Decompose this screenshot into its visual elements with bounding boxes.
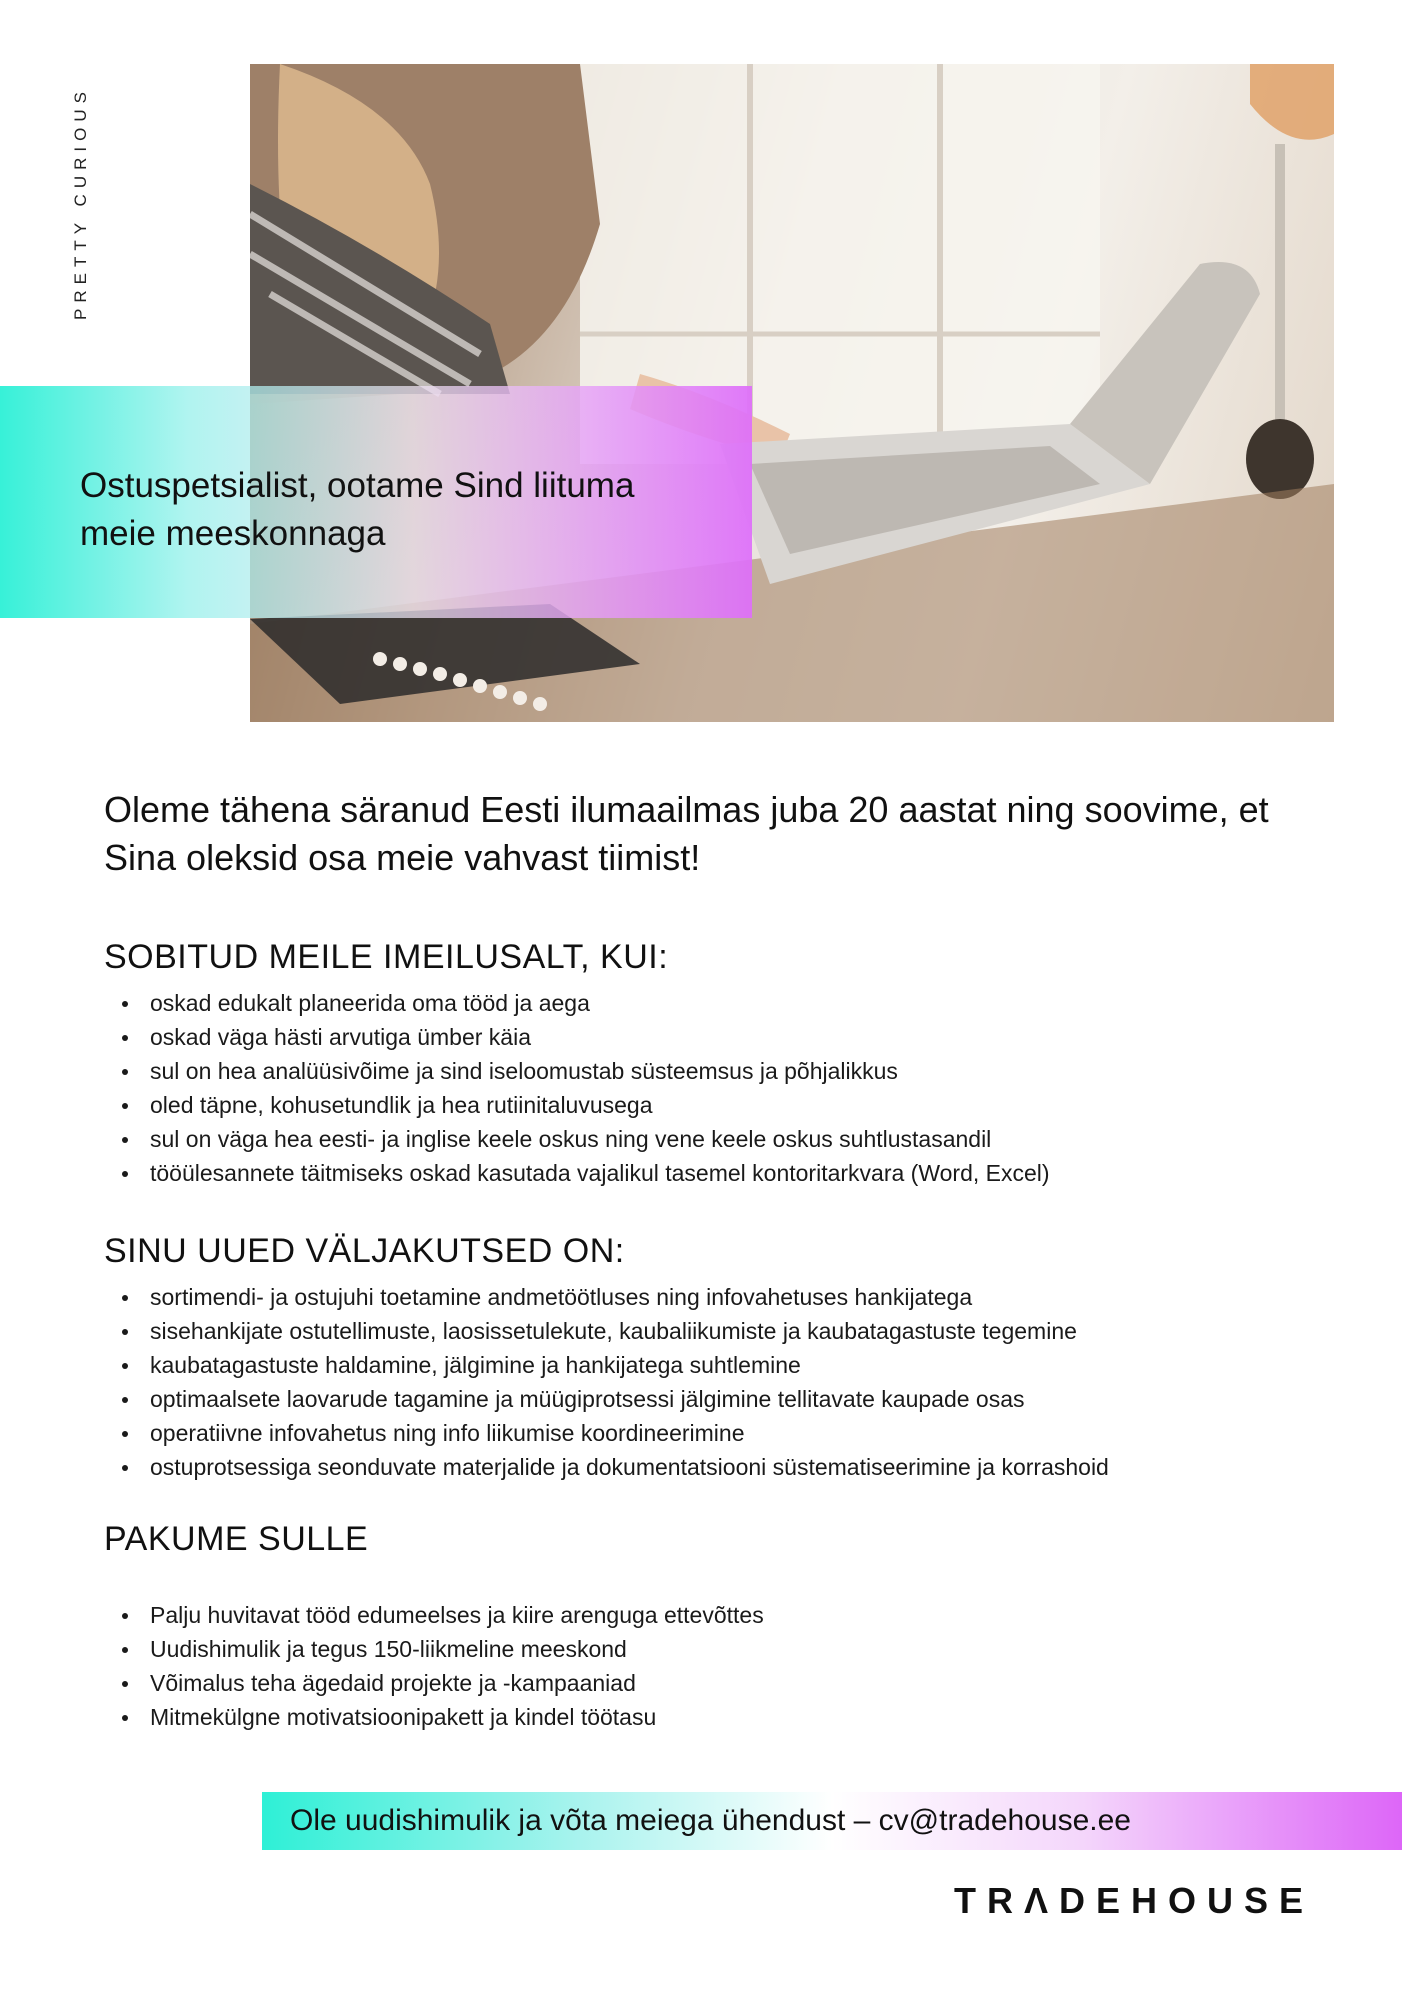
section-title-challenges: SINU UUED VÄLJAKUTSED ON: bbox=[104, 1232, 625, 1270]
main-content bbox=[104, 786, 1344, 1730]
list-item: sul on väga hea eesti- ja inglise keele oskus ning vene keele oskus suhtlustasandil bbox=[150, 1122, 1390, 1156]
list-item: ostuprotsessiga seonduvate materjalide ja dokumentatsiooni süstematiseerimine ja korrashoid bbox=[150, 1450, 1390, 1484]
list-item: tööülesannete täitmiseks oskad kasutada vajalikul tasemel kontoritarkvara (Word, Excel) bbox=[150, 1156, 1390, 1190]
offer-list bbox=[104, 1598, 1390, 1734]
list-item: oskad edukalt planeerida oma tööd ja aega bbox=[150, 986, 1390, 1020]
list-item: Palju huvitavat tööd edumeelses ja kiire arenguga ettevõttes bbox=[150, 1598, 1390, 1632]
contact-cta-band bbox=[262, 1792, 1402, 1850]
list-item: sortimendi- ja ostujuhi toetamine andmetöötluses ning infovahetuses hankijatega bbox=[150, 1280, 1390, 1314]
list-item: Mitmekülgne motivatsioonipakett ja kindel töötasu bbox=[150, 1700, 1390, 1734]
requirements-list bbox=[104, 986, 1390, 1190]
vertical-brand-label: PRETTY CURIOUS bbox=[71, 86, 90, 320]
intro-text: Oleme tähena säranud Eesti ilumaailmas juba 20 aastat ning soovime, et Sina oleksid osa meie vahvast tiimist! bbox=[104, 789, 1269, 878]
challenges-list bbox=[104, 1280, 1390, 1484]
section-title-requirements: SOBITUD MEILE IMEILUSALT, KUI: bbox=[104, 938, 669, 976]
list-item: Uudishimulik ja tegus 150-liikmeline meeskond bbox=[150, 1632, 1390, 1666]
list-item: sisehankijate ostutellimuste, laosissetulekute, kaubaliikumiste ja kaubatagastuste tegemine bbox=[150, 1314, 1390, 1348]
job-title-headline: Ostuspetsialist, ootame Sind liituma meie meeskonnaga bbox=[80, 466, 635, 553]
list-item: optimaalsete laovarude tagamine ja müügiprotsessi jälgimine tellitavate kaupade osas bbox=[150, 1382, 1390, 1416]
vertical-brand-text bbox=[66, 58, 96, 348]
list-item: oskad väga hästi arvutiga ümber käia bbox=[150, 1020, 1390, 1054]
list-item: oled täpne, kohusetundlik ja hea rutiinitaluvusega bbox=[150, 1088, 1390, 1122]
headline-band bbox=[0, 386, 752, 618]
list-item: sul on hea analüüsivõime ja sind iseloomustab süsteemsus ja põhjalikkus bbox=[150, 1054, 1390, 1088]
list-item: operatiivne infovahetus ning info liikumise koordineerimine bbox=[150, 1416, 1390, 1450]
contact-cta-text[interactable]: Ole uudishimulik ja võta meiega ühendust – cv@tradehouse.ee bbox=[290, 1804, 1131, 1837]
tradehouse-logo: TRΛDEHOUSE bbox=[954, 1880, 1315, 1921]
list-item: kaubatagastuste haldamine, jälgimine ja hankijatega suhtlemine bbox=[150, 1348, 1390, 1382]
section-title-offer: PAKUME SULLE bbox=[104, 1520, 369, 1558]
list-item: Võimalus teha ägedaid projekte ja -kampaaniad bbox=[150, 1666, 1390, 1700]
